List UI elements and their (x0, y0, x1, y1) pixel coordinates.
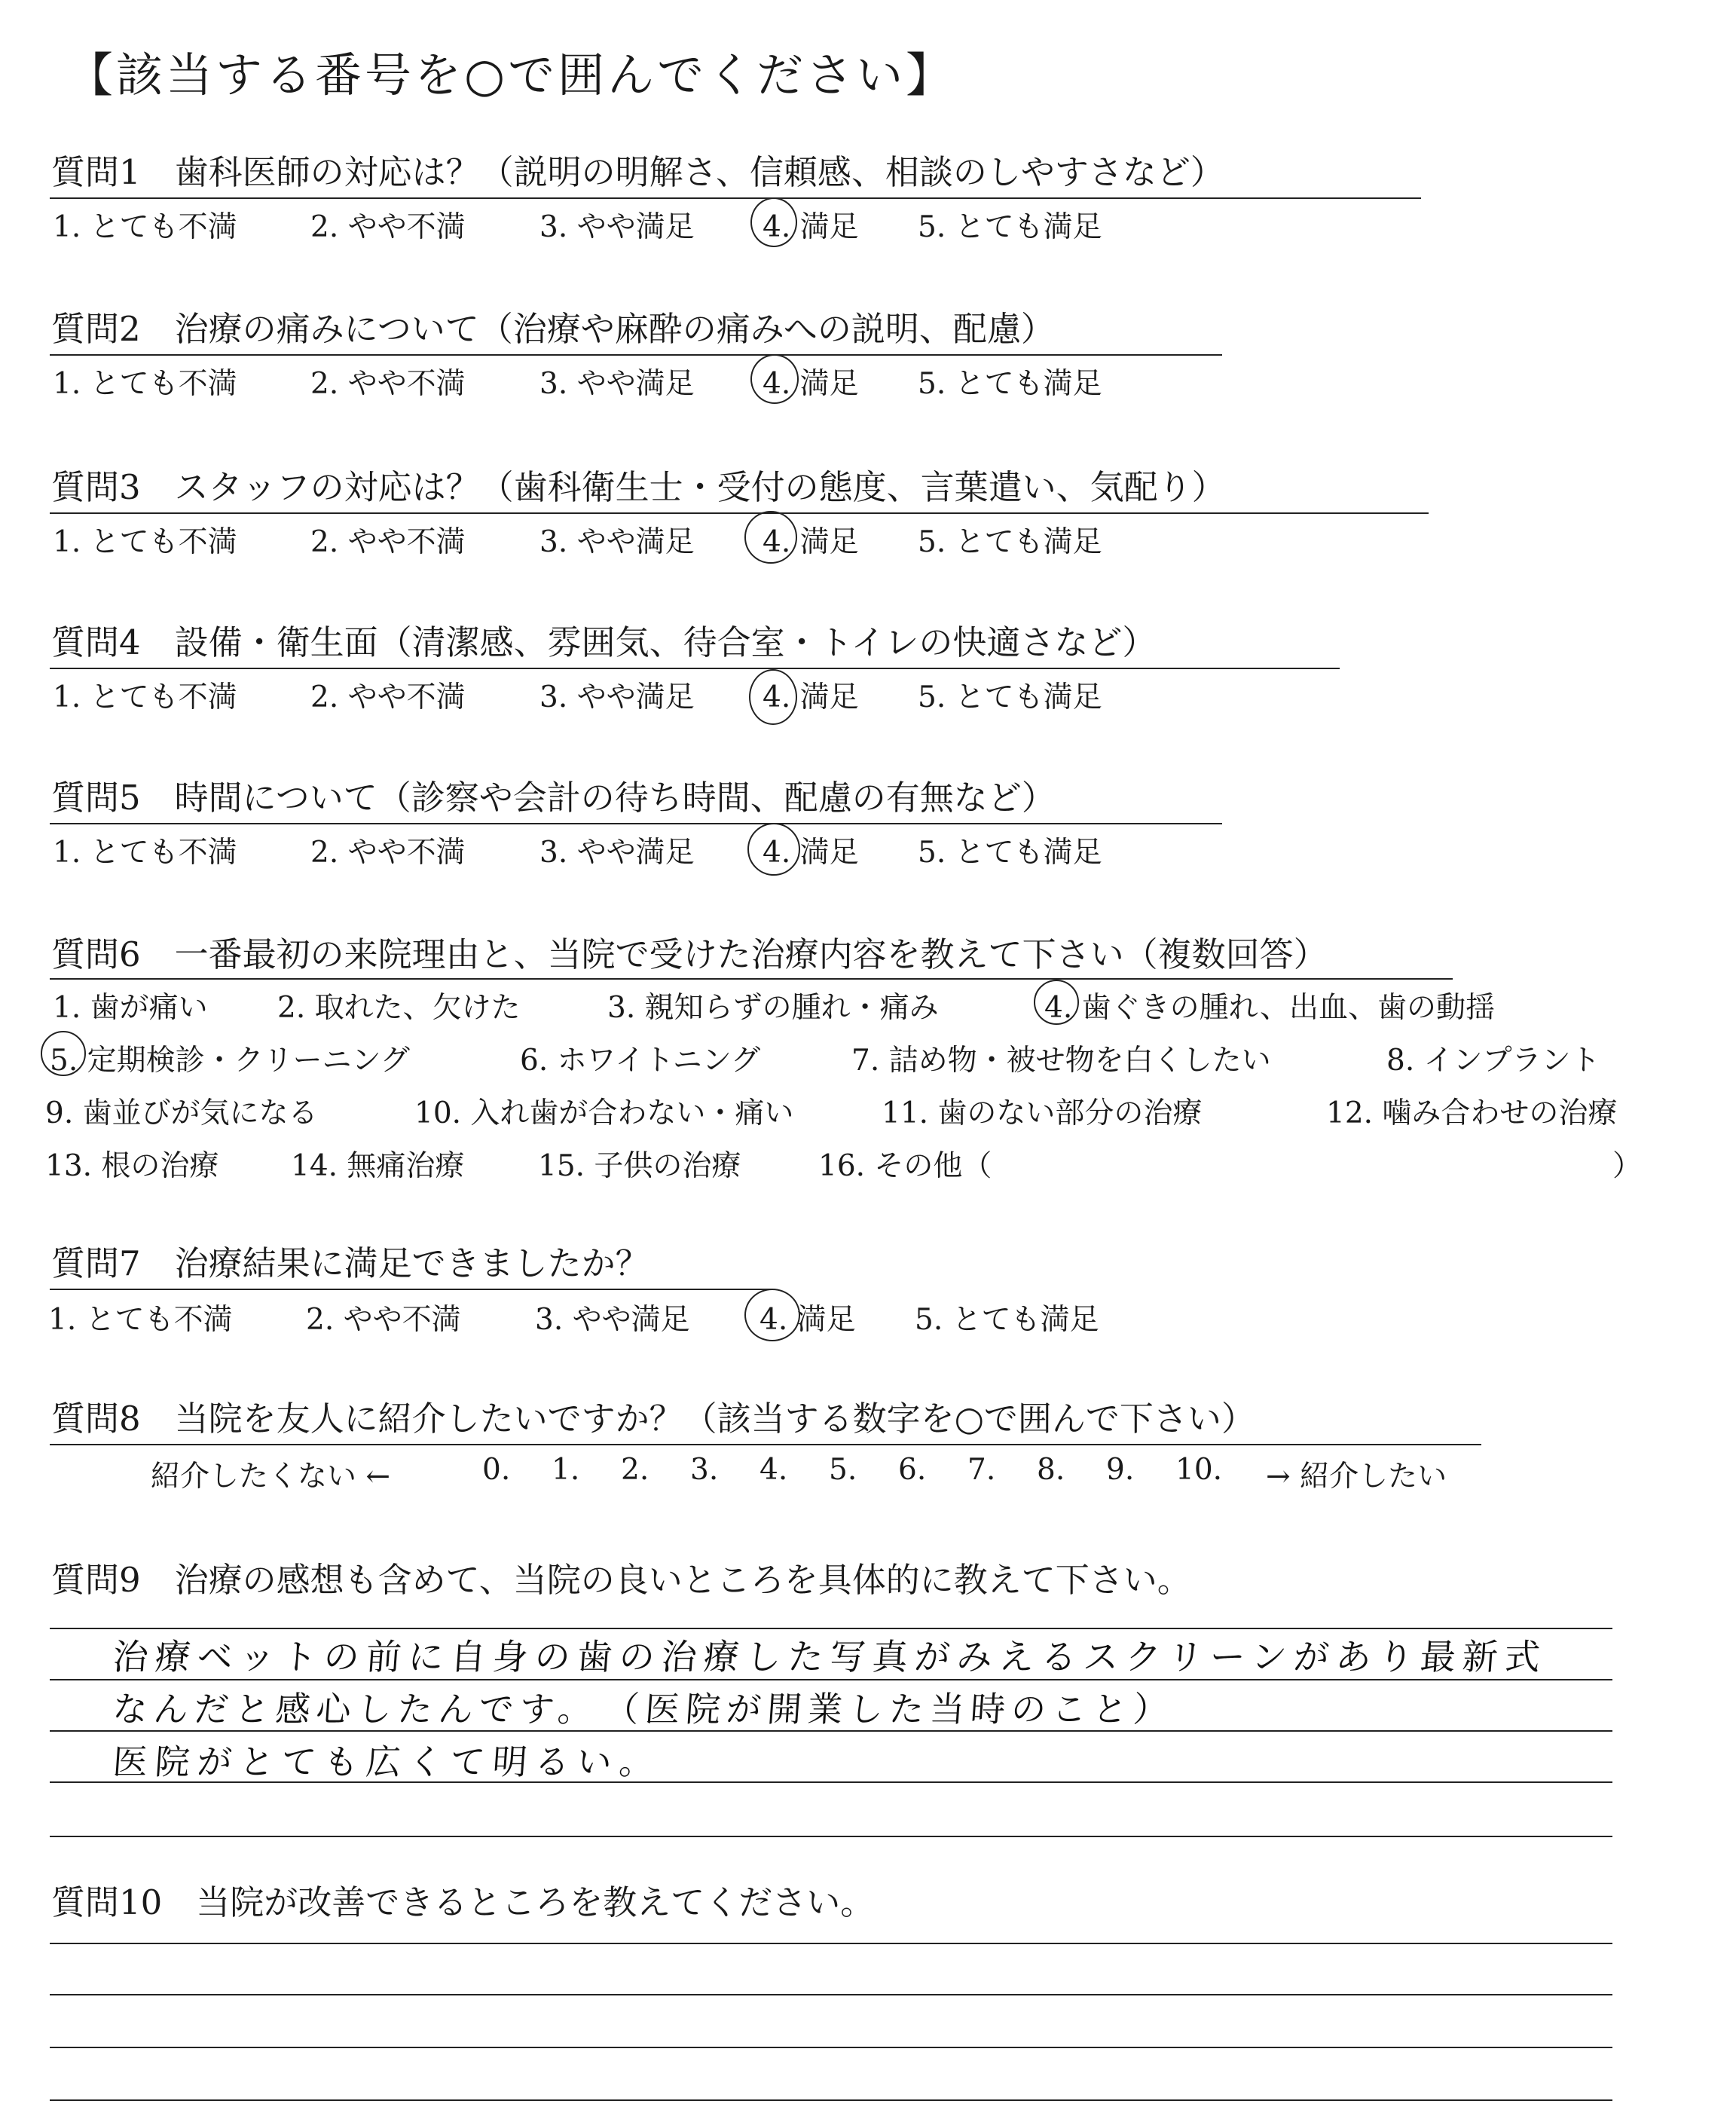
option-3[interactable]: 3. やや満足 (535, 1303, 690, 1337)
q6-option-5[interactable]: 5. 定期検診・クリーニング (50, 1044, 410, 1078)
scale-number-0[interactable]: 0. (482, 1453, 511, 1487)
q6-option-2[interactable]: 2. 取れた、欠けた (277, 991, 521, 1025)
question-3-underline (50, 512, 1429, 514)
option-1[interactable]: 1. とても不満 (53, 210, 237, 244)
selected-circle (747, 823, 800, 876)
option-1[interactable]: 1. とても不満 (53, 525, 237, 559)
option-4[interactable]: 4. 満足 (760, 1303, 856, 1337)
option-5[interactable]: 5. とても満足 (918, 367, 1102, 401)
question-1-underline (50, 197, 1421, 199)
handwritten-answer-line-2: なんだと感心したんです。 （医院が開業した当時のこと） (111, 1689, 1176, 1729)
writing-line (50, 1836, 1612, 1837)
scale-number-3[interactable]: 3. (690, 1453, 719, 1487)
q6-option-12[interactable]: 12. 噛み合わせの治療 (1326, 1096, 1618, 1130)
option-5[interactable]: 5. とても満足 (915, 1303, 1099, 1337)
scale-number-1[interactable]: 1. (552, 1453, 580, 1487)
option-1[interactable]: 1. とても不満 (53, 367, 237, 401)
writing-line (50, 2047, 1612, 2048)
scale-left-label: 紹介したくない ← (151, 1460, 391, 1494)
question-5-underline (50, 823, 1222, 824)
scale-right-label: → 紹介したい (1266, 1460, 1447, 1494)
question-9: 質問9 治療の感想も含めて、当院の良いところを具体的に教えて下さい。 (51, 1560, 1191, 1600)
option-4[interactable]: 4. 満足 (763, 367, 859, 401)
option-5[interactable]: 5. とても満足 (918, 836, 1102, 870)
option-1[interactable]: 1. とても不満 (53, 836, 237, 870)
writing-line (50, 1943, 1612, 1944)
selected-circle (1034, 980, 1079, 1025)
q6-option-4[interactable]: 4. 歯ぐきの腫れ、出血、歯の動揺 (1044, 991, 1495, 1025)
option-2[interactable]: 2. やや不満 (310, 367, 466, 401)
option-2[interactable]: 2. やや不満 (306, 1303, 461, 1337)
scale-number-4[interactable]: 4. (760, 1453, 788, 1487)
q6-other-close-paren: ） (1612, 1149, 1643, 1183)
scale-number-8[interactable]: 8. (1037, 1453, 1065, 1487)
q6-option-10[interactable]: 10. 入れ歯が合わない・痛い (414, 1096, 794, 1130)
q6-option-15[interactable]: 15. 子供の治療 (538, 1149, 741, 1183)
handwritten-answer-line-1: 治療ベットの前に自身の歯の治療した写真がみえるスクリーンがあり最新式 (111, 1637, 1548, 1678)
option-2[interactable]: 2. やや不満 (310, 210, 466, 244)
question-8: 質問8 当院を友人に紹介したいですか？（該当する数字を○で囲んで下さい） (51, 1399, 1255, 1439)
question-2-underline (50, 354, 1222, 356)
option-2[interactable]: 2. やや不満 (310, 836, 466, 870)
option-3[interactable]: 3. やや満足 (539, 836, 695, 870)
option-5[interactable]: 5. とても満足 (918, 680, 1102, 714)
option-4[interactable]: 4. 満足 (763, 680, 859, 714)
option-3[interactable]: 3. やや満足 (539, 367, 695, 401)
writing-line (50, 2099, 1612, 2101)
question-7-underline (50, 1289, 773, 1290)
option-3[interactable]: 3. やや満足 (539, 525, 695, 559)
q6-option-3[interactable]: 3. 親知らずの腫れ・痛み (607, 991, 939, 1025)
selected-circle (749, 669, 797, 725)
question-10: 質問10 当院が改善できるところを教えてください。 (51, 1882, 875, 1922)
question-5: 質問5 時間について（診察や会計の待ち時間、配慮の有無など） (51, 778, 1056, 818)
option-1[interactable]: 1. とても不満 (53, 680, 237, 714)
scale-number-9[interactable]: 9. (1106, 1453, 1135, 1487)
question-1: 質問1 歯科医師の対応は？（説明の明解さ、信頼感、相談のしやすさなど） (51, 152, 1224, 192)
selected-circle (750, 354, 799, 404)
handwritten-answer-line-3: 医院がとても広くて明るい。 (111, 1742, 663, 1782)
option-5[interactable]: 5. とても満足 (918, 525, 1102, 559)
selected-circle (744, 1289, 800, 1341)
writing-line (50, 1994, 1612, 1995)
question-6-underline (50, 978, 1453, 980)
q6-option-7[interactable]: 7. 詰め物・被せ物を白くしたい (851, 1044, 1271, 1078)
option-5[interactable]: 5. とても満足 (918, 210, 1102, 244)
option-3[interactable]: 3. やや満足 (539, 680, 695, 714)
option-4[interactable]: 4. 満足 (763, 210, 859, 244)
option-2[interactable]: 2. やや不満 (310, 680, 466, 714)
scale-number-2[interactable]: 2. (621, 1453, 649, 1487)
option-4[interactable]: 4. 満足 (763, 836, 859, 870)
q6-option-6[interactable]: 6. ホワイトニング (520, 1044, 761, 1078)
scale-number-10[interactable]: 10. (1175, 1453, 1223, 1487)
question-8-underline (50, 1444, 1481, 1445)
scale-number-5[interactable]: 5. (829, 1453, 857, 1487)
question-3: 質問3 スタッフの対応は？（歯科衛生士・受付の態度、言葉遣い、気配り） (51, 467, 1226, 507)
option-4[interactable]: 4. 満足 (763, 525, 859, 559)
page-title: 【該当する番号を○で囲んでください】 (66, 47, 956, 102)
question-7: 質問7 治療結果に満足できましたか？ (51, 1243, 649, 1283)
option-2[interactable]: 2. やや不満 (310, 525, 466, 559)
q6-option-9[interactable]: 9. 歯並びが気になる (45, 1096, 318, 1130)
question-6: 質問6 一番最初の来院理由と、当院で受けた治療内容を教えて下さい（複数回答） (51, 934, 1328, 974)
q6-option-14[interactable]: 14. 無痛治療 (291, 1149, 465, 1183)
q6-option-1[interactable]: 1. 歯が痛い (53, 991, 208, 1025)
option-1[interactable]: 1. とても不満 (48, 1303, 233, 1337)
question-4: 質問4 設備・衛生面（清潔感、雰囲気、待合室・トイレの快適さなど） (51, 622, 1157, 662)
scale-number-7[interactable]: 7. (967, 1453, 996, 1487)
selected-circle (41, 1031, 86, 1076)
question-2: 質問2 治療の痛みについて（治療や麻酔の痛みへの説明、配慮） (51, 309, 1055, 349)
q6-option-16[interactable]: 16. その他（ (818, 1149, 992, 1183)
option-3[interactable]: 3. やや満足 (539, 210, 695, 244)
scale-number-6[interactable]: 6. (898, 1453, 927, 1487)
question-4-underline (50, 668, 1340, 669)
q6-option-11[interactable]: 11. 歯のない部分の治療 (882, 1096, 1203, 1130)
selected-circle (744, 511, 797, 564)
selected-circle (750, 197, 797, 247)
q6-option-13[interactable]: 13. 根の治療 (45, 1149, 219, 1183)
q6-option-8[interactable]: 8. インプラント (1386, 1044, 1600, 1078)
